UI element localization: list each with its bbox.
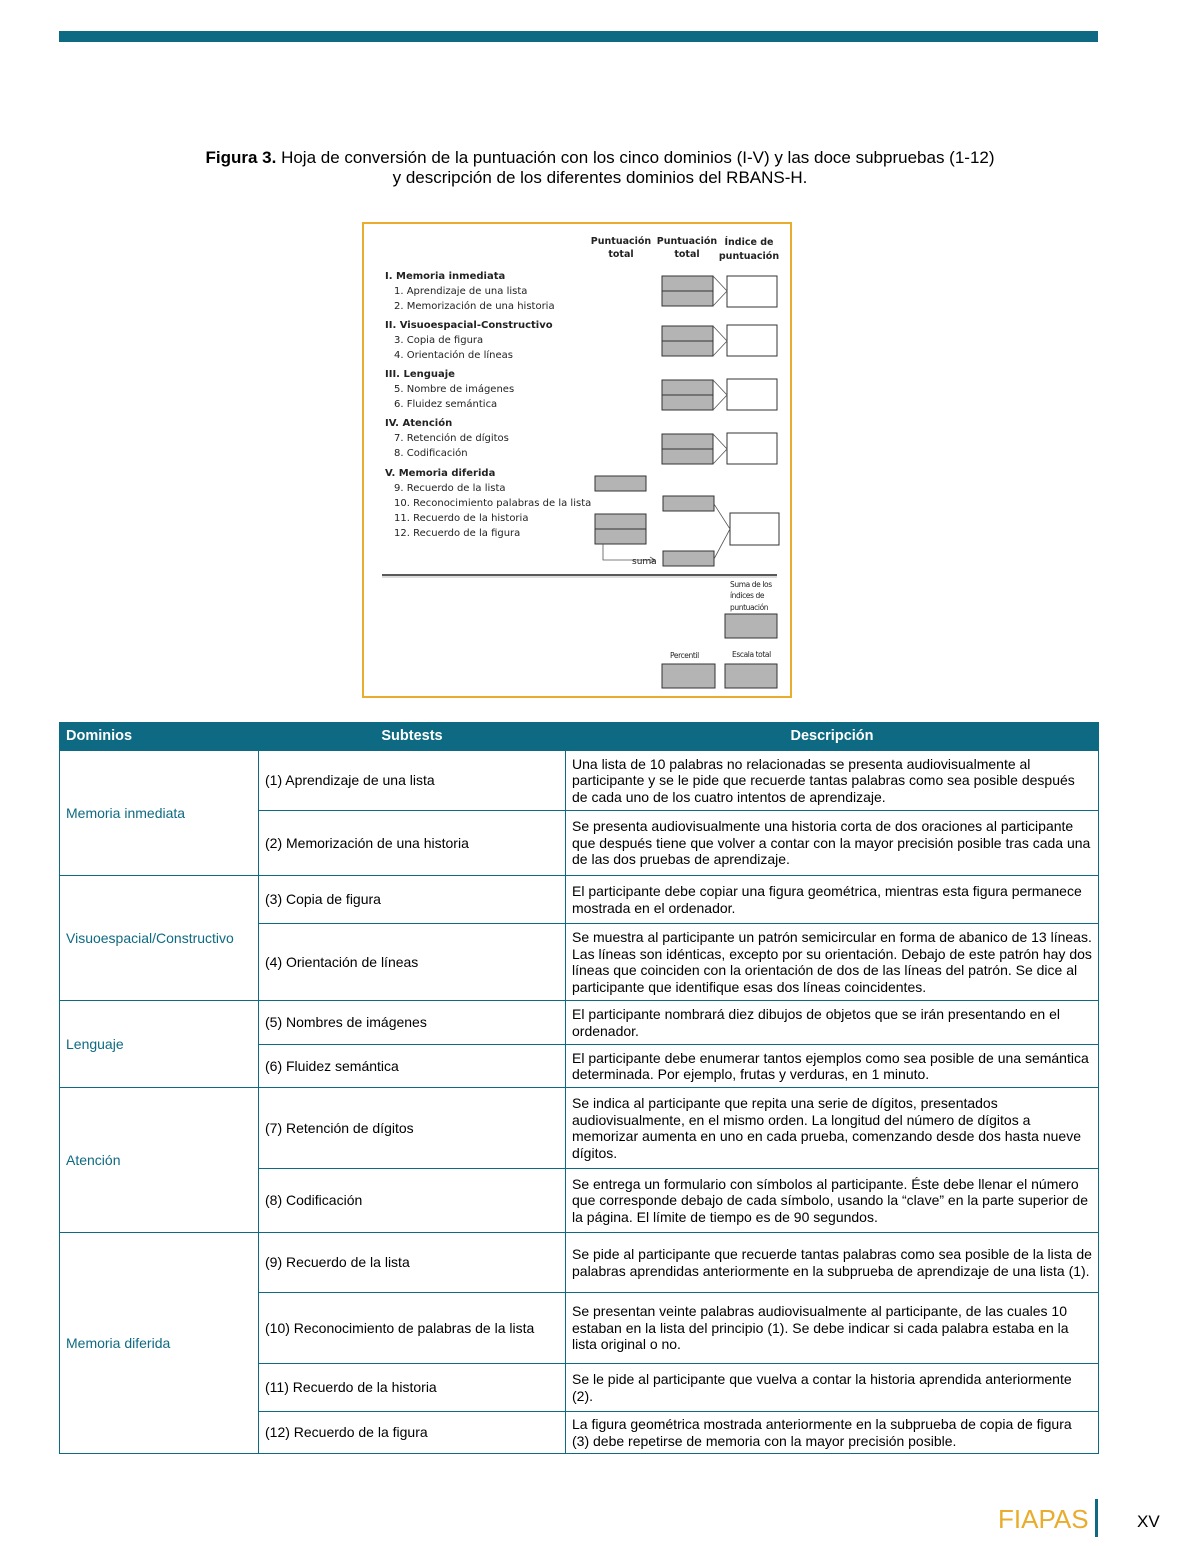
- table-row: [60, 1001, 1099, 1045]
- subtest-cell: (1) Aprendizaje de una lista: [259, 751, 566, 811]
- index-box-1: [727, 276, 777, 307]
- subtest-cell: (9) Recuerdo de la lista: [259, 1233, 566, 1293]
- top-accent-bar: [59, 31, 1098, 42]
- description-cell: Se presentan veinte palabras audiovisualmente al participante, de las cuales 10 estaban en la lista del principio (1). Se debe indicar si cada palabra estaba en la lista original o no.: [566, 1293, 1099, 1364]
- subtest-item-9: 9. Recuerdo de la lista: [394, 483, 506, 494]
- page-number: XV: [1137, 1512, 1160, 1531]
- header-subtests: Subtests: [259, 723, 566, 751]
- table-header-row: [60, 723, 1099, 751]
- figure-caption: [100, 148, 1100, 188]
- table-row: [60, 1088, 1099, 1169]
- header-descripcion: Descripción: [566, 723, 1099, 751]
- score-box-5: [662, 380, 713, 395]
- score-sheet-diagram: [364, 224, 790, 696]
- subtest-item-5: 5. Nombre de imágenes: [394, 384, 515, 395]
- score-box-2: [662, 291, 713, 306]
- domain-cell: Memoria inmediata: [60, 751, 259, 876]
- raw-box-9: [595, 476, 646, 491]
- sum-label-1: Suma de los: [730, 580, 772, 589]
- raw-box-12: [595, 529, 646, 544]
- description-cell: Se pide al participante que recuerde tantas palabras como sea posible de la lista de palabras aprendidas anteriormente en la subprueba de aprendizaje de una lista (1).: [566, 1233, 1099, 1293]
- description-cell: El participante debe enumerar tantos ejemplos como sea posible de una semántica determinada. Por ejemplo, frutas y verduras, en 1 minuto.: [566, 1045, 1099, 1088]
- subtest-item-4: 4. Orientación de líneas: [394, 350, 513, 361]
- col2-header-l1: Puntuación: [656, 236, 718, 247]
- domain-cell: Lenguaje: [60, 1001, 259, 1088]
- sum-score-box: [663, 551, 714, 566]
- section-5-title: V. Memoria diferida: [385, 468, 496, 479]
- domains-table: [59, 722, 1099, 1454]
- domain-cell: Memoria diferida: [60, 1233, 259, 1454]
- subtest-item-10: 10. Reconocimiento palabras de la lista: [394, 498, 592, 509]
- col3-header-l2: puntuación: [718, 251, 780, 262]
- subtest-cell: (11) Recuerdo de la historia: [259, 1364, 566, 1412]
- subtest-item-11: 11. Recuerdo de la historia: [394, 513, 529, 524]
- arrow-3: [713, 380, 727, 410]
- description-cell: Se muestra al participante un patrón semicircular en forma de abanico de 13 líneas. Las líneas son idénticas, excepto por su orientación. Debajo de este patrón hay dos líneas que coinciden con la orientación de dos de las líneas del patrón. Se dice al participante que identifique esas dos líneas coincidentes.: [566, 924, 1099, 1001]
- col2-header-l2: total: [674, 249, 700, 260]
- raw-box-11: [595, 514, 646, 529]
- sum-label-2: índices de: [730, 591, 765, 600]
- suma-label: suma: [632, 557, 657, 567]
- subtest-cell: (10) Reconocimiento de palabras de la lista: [259, 1293, 566, 1364]
- description-cell: Se presenta audiovisualmente una historia corta de dos oraciones al participante que después tiene que volver a contar con la mayor precisión posible tras cada una de las dos pruebas de aprendizaje.: [566, 811, 1099, 876]
- subtest-item-1: 1. Aprendizaje de una lista: [394, 286, 528, 297]
- subtest-item-8: 8. Codificación: [394, 448, 468, 459]
- caption-text-line1: Hoja de conversión de la puntuación con los cinco dominios (I-V) y las doce subpruebas (1-12): [276, 148, 995, 167]
- table-row: [60, 1233, 1099, 1293]
- table-row: [60, 751, 1099, 811]
- header-dominios: Dominios: [60, 723, 259, 751]
- percentile-label: Percentil: [670, 651, 699, 660]
- description-cell: El participante debe copiar una figura geométrica, mientras esta figura permanece mostrada en el ordenador.: [566, 876, 1099, 924]
- col1-header-l1: Puntuación: [590, 236, 652, 247]
- table-row: [60, 876, 1099, 924]
- index-box-5: [730, 513, 779, 545]
- subtest-cell: (12) Recuerdo de la figura: [259, 1412, 566, 1454]
- subtest-item-7: 7. Retención de dígitos: [394, 433, 509, 444]
- subtest-cell: (8) Codificación: [259, 1169, 566, 1233]
- subtest-item-3: 3. Copia de figura: [394, 335, 484, 346]
- score-box-6: [662, 395, 713, 410]
- arrow-2: [713, 326, 727, 356]
- subtest-cell: (5) Nombres de imágenes: [259, 1001, 566, 1045]
- subtest-cell: (7) Retención de dígitos: [259, 1088, 566, 1169]
- subtest-cell: (2) Memorización de una historia: [259, 811, 566, 876]
- description-cell: Se le pide al participante que vuelva a contar la historia aprendida anteriormente (2).: [566, 1364, 1099, 1412]
- fiapas-logo: FIAPAS: [998, 1504, 1089, 1534]
- col1-header-l2: total: [608, 249, 634, 260]
- score-box-8: [662, 449, 713, 464]
- score-box-7: [662, 434, 713, 449]
- score-box-3: [662, 326, 713, 341]
- section-1-title: I. Memoria inmediata: [385, 271, 506, 282]
- subtest-cell: (3) Copia de figura: [259, 876, 566, 924]
- domain-cell: Visuoespacial/Constructivo: [60, 876, 259, 1001]
- score-box-10: [663, 496, 714, 511]
- index-box-2: [727, 325, 777, 356]
- description-cell: La figura geométrica mostrada anteriormente en la subprueba de copia de figura (3) debe repetirse de memoria con la mayor precisión posible.: [566, 1412, 1099, 1454]
- score-box-4: [662, 341, 713, 356]
- description-cell: Se entrega un formulario con símbolos al participante. Éste debe llenar el número que corresponde debajo de cada símbolo, usando la “clave” en la parte superior de la página. El límite de tiempo es de 90 segundos.: [566, 1169, 1099, 1233]
- footer-divider: [1095, 1499, 1098, 1537]
- caption-label: Figura 3.: [205, 148, 277, 167]
- description-cell: Una lista de 10 palabras no relacionadas se presenta audiovisualmente al participante y se le pide que recuerde tantas palabras como sea posible después de cada uno de los cuatro intentos de aprendizaje.: [566, 751, 1099, 811]
- description-cell: El participante nombrará diez dibujos de objetos que se irán presentando en el ordenador.: [566, 1001, 1099, 1045]
- section-2-title: II. Visuoespacial-Constructivo: [385, 320, 553, 331]
- caption-text-line2: y descripción de los diferentes dominios del RBANS-H.: [392, 168, 808, 187]
- description-cell: Se indica al participante que repita una serie de dígitos, presentados audiovisualmente, en el mismo orden. La longitud del número de dígitos a memorizar aumenta en uno en cada prueba, comenzando desde dos hasta nueve dígitos.: [566, 1088, 1099, 1169]
- subtest-cell: (4) Orientación de líneas: [259, 924, 566, 1001]
- index-box-3: [727, 379, 777, 410]
- subtest-cell: (6) Fluidez semántica: [259, 1045, 566, 1088]
- arrow-4: [713, 434, 727, 464]
- section-3-title: III. Lenguaje: [385, 369, 455, 380]
- total-scale-box: [725, 664, 777, 688]
- percentile-box: [662, 664, 715, 688]
- col3-header-l1: Índice de: [724, 237, 774, 248]
- subtest-item-12: 12. Recuerdo de la figura: [394, 528, 521, 539]
- domain-cell: Atención: [60, 1088, 259, 1233]
- section-4-title: IV. Atención: [385, 418, 453, 429]
- sum-label-3: puntuación: [730, 603, 769, 612]
- score-box-1: [662, 276, 713, 291]
- index-sum-box: [725, 614, 777, 638]
- subtest-item-6: 6. Fluidez semántica: [394, 399, 498, 410]
- subtest-item-2: 2. Memorización de una historia: [394, 301, 555, 312]
- arrow-1: [713, 276, 727, 306]
- score-conversion-figure: [362, 222, 792, 698]
- total-scale-label: Escala total: [732, 650, 771, 659]
- arrow-5: [714, 504, 730, 559]
- index-box-4: [727, 433, 777, 464]
